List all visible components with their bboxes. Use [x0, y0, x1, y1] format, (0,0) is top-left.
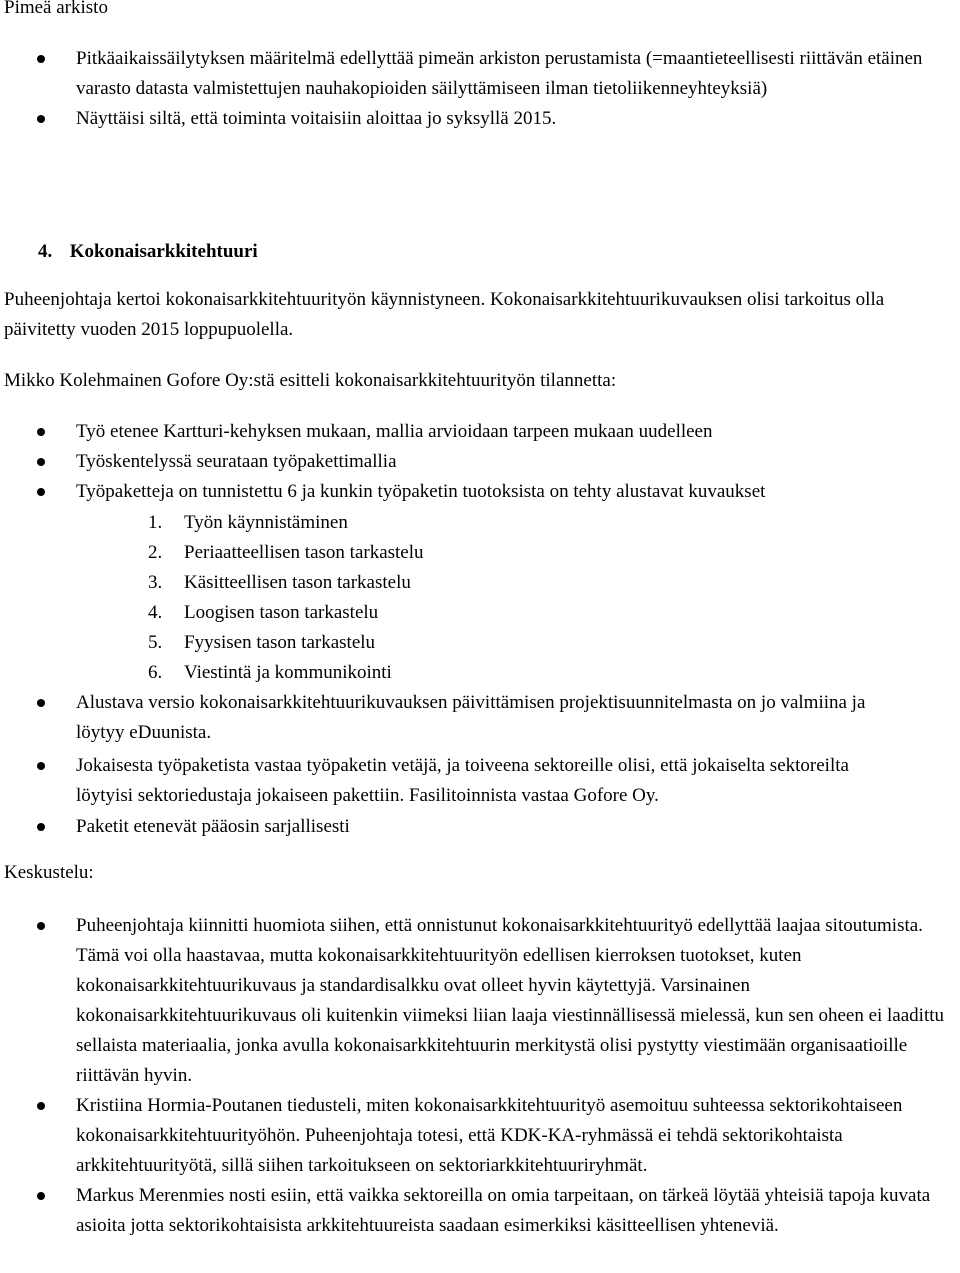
bullet-icon — [37, 762, 45, 770]
architecture-intro: Puheenjohtaja kertoi kokonaisarkkitehtuurityön käynnistyneen. Kokonaisarkkitehtuurikuvauksen olisi tarkoitus olla päivitetty vuoden 2015 loppupuolella. — [4, 289, 885, 340]
bullet-icon — [37, 488, 45, 496]
bullet-icon — [37, 922, 45, 930]
discussion-bullets — [0, 911, 955, 1241]
bullet-icon — [37, 458, 45, 466]
work-package-item: 4. Loogisen tason tarkastelu — [148, 602, 379, 623]
section-title: Kokonaisarkkitehtuuri — [69, 241, 258, 262]
list-item: Näyttäisi siltä, että toiminta voitaisiin aloittaa jo syksyllä 2015. — [0, 104, 935, 134]
list-item: Paketit etenevät pääosin sarjallisesti — [0, 812, 910, 842]
work-package-item: 5. Fyysisen tason tarkastelu — [148, 632, 376, 653]
list-item: Markus Merenmies nosti esiin, että vaikka sektoreilla on omia tarpeitaan, on tärkeä löytää yhteisiä tapoja kuvata asioita jotta sektorikohtaisista arkkitehtuureista saadaan esimerkiksi käsitteellisen yhteneviä. — [0, 1181, 955, 1241]
presenter-line: Mikko Kolehmainen Gofore Oy:stä esitteli kokonaisarkkitehtuurityön tilannetta: — [4, 370, 617, 391]
bullet-icon — [37, 699, 45, 707]
bullet-icon — [37, 428, 45, 436]
dark-archive-heading: Pimeä arkisto — [4, 0, 108, 18]
dark-archive-bullets — [0, 44, 935, 134]
list-item: Puheenjohtaja kiinnitti huomiota siihen, että onnistunut kokonaisarkkitehtuurityö edellyttää laajaa sitoutumista. Tämä voi olla haastavaa, mutta kokonaisarkkitehtuurityön edellisen kierroksen tuotokset, kuten kokonaisarkkitehtuurikuvaus ja standardisalkku ovat olleet hyvin käytettyjä. Varsinainen kokonaisarkkitehtuurikuvaus oli kuitenkin viimeksi liian laaja viestinnällisessä mielessä, kun sen oheen ei laadittu sellaista materiaalia, jonka avulla kokonaisarkkitehtuurin merkitystä olisi pystytty viestimään organisaatioille riittävän hyvin. — [0, 911, 955, 1091]
list-item: Työskentelyssä seurataan työpakettimallia — [0, 447, 935, 477]
bullet-icon — [37, 1102, 45, 1110]
bullet-icon — [37, 1192, 45, 1200]
list-item: Alustava versio kokonaisarkkitehtuurikuvauksen päivittämisen projektisuunnitelmasta on jo valmiina ja löytyy eDuunista. — [0, 688, 910, 748]
bullet-icon — [37, 55, 45, 63]
architecture-bullets-after — [0, 688, 910, 842]
work-package-item: 1. Työn käynnistäminen — [148, 512, 348, 533]
bullet-icon — [37, 115, 45, 123]
work-package-item: 2. Periaatteellisen tason tarkastelu — [148, 542, 424, 563]
list-item: Työ etenee Kartturi-kehyksen mukaan, mallia arvioidaan tarpeen mukaan uudelleen — [0, 417, 935, 447]
list-item: Kristiina Hormia-Poutanen tiedusteli, miten kokonaisarkkitehtuurityö asemoituu suhteessa sektorikohtaiseen kokonaisarkkitehtuurityöhön. Puheenjohtaja totesi, että KDK-KA-ryhmässä ei tehdä sektorikohtaista arkkitehtuurityötä, sillä siihen tarkoitukseen on sektoriarkkitehtuuriryhmät. — [0, 1091, 955, 1181]
work-package-list — [0, 508, 935, 688]
section-number: 4. — [38, 241, 53, 262]
work-package-item: 6. Viestintä ja kommunikointi — [148, 662, 392, 683]
work-package-list-wrapper — [0, 508, 935, 688]
discussion-heading: Keskustelu: — [4, 862, 94, 883]
list-item: Pitkäaikaissäilytyksen määritelmä edellyttää pimeän arkiston perustamista (=maantieteellisesti riittävän etäinen varasto datasta valmistettujen nauhakopioiden säilyttämiseen ilman tietoliikenneyhteyksiä) — [0, 44, 935, 104]
work-package-item: 3. Käsitteellisen tason tarkastelu — [148, 572, 411, 593]
architecture-bullets — [0, 417, 935, 507]
list-item: Jokaisesta työpaketista vastaa työpaketin vetäjä, ja toiveena sektoreille olisi, että jokaiselta sektoreilta löytyisi sektoriedustaja jokaiseen pakettiin. Fasilitoinnista vastaa Gofore Oy. — [0, 751, 910, 811]
list-item: Työpaketteja on tunnistettu 6 ja kunkin työpaketin tuotoksista on tehty alustavat kuvaukset — [0, 477, 935, 507]
bullet-icon — [37, 823, 45, 831]
section-heading — [38, 237, 258, 267]
